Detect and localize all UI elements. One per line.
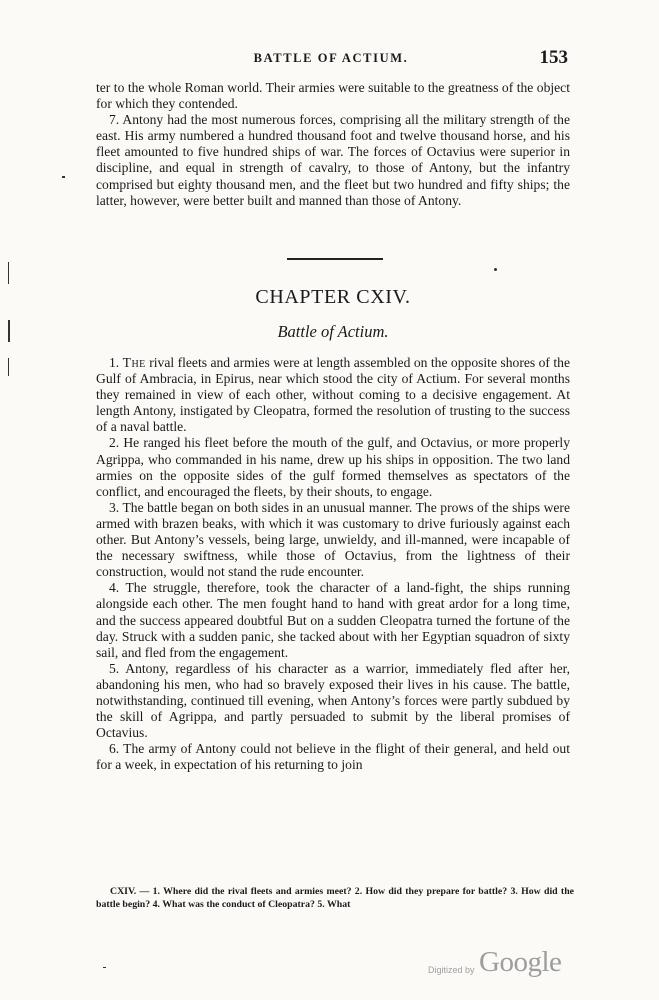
running-head <box>96 47 566 71</box>
google-logo: Google <box>479 946 562 978</box>
study-questions-footnote <box>96 886 574 911</box>
chapter-divider-rule <box>287 258 383 260</box>
paragraph-4: 4. The struggle, therefore, took the character of a land-fight, the ships running alongside each other. The men fought hand to hand with great ardor for a long time, and the success appeared doubtful But on a sudden Cleopatra turned the fortune of the day. Struck with a sudden panic, she tacked about with her Egyptian squadron of sixty sail, and fled from the engagement. <box>96 580 570 660</box>
margin-mark-5 <box>494 268 497 271</box>
digitized-watermark <box>428 948 568 984</box>
paragraph-3: 3. The battle began on both sides in an unusual manner. The prows of the ships were armed with brazen beaks, with which it was customary to drive furiously against each other. But Antony’s vessels, being large, unwieldy, and ill-manned, were incapable of the necessary swiftness, while those of Octavius, from the lightness of their construction, would not stand the rude encounter. <box>96 499 570 580</box>
page-number: 153 <box>539 47 568 68</box>
running-title: BATTLE OF ACTIUM. <box>253 51 409 65</box>
paragraph-6: 6. The army of Antony could not believe in the flight of their general, and held out for a week, in expectation of his returning to join <box>96 741 570 773</box>
drop-word: The <box>122 355 146 370</box>
paragraph-1: 1. The rival fleets and armies were at length assembled on the opposite shores of the Gulf of Ambracia, in Epirus, near which stood the city of Actium. For several months they remained in view of each other, without coming to a decisive engagement. At length Antony, instigated by Cleopatra, formed the resolution of trusting to the success of a naval battle. <box>96 355 570 435</box>
chapter-body <box>96 355 570 773</box>
margin-mark-6 <box>103 967 106 968</box>
paragraph-continued: ter to the whole Roman world. Their armies were suitable to the greatness of the object for which they contended. <box>96 80 570 112</box>
paragraph-1-text: rival fleets and armies were at length assembled on the opposite shores of the Gulf of Ambracia, in Epirus, near which stood the city of Actium. For several months they remained in view of each other, without coming to a decisive engagement. At length Antony, instigated by Cleopatra, formed the resolution of trusting to the success of a naval battle. <box>96 355 570 435</box>
chapter-title: CHAPTER CXIV. <box>255 286 411 308</box>
footnote-text: CXIV. — 1. Where did the rival fleets and armies meet? 2. How did they prepare for battle? 3. How did the battle begin? 4. What was the conduct of Cleopatra? 5. What <box>96 886 574 910</box>
previous-chapter-text <box>96 80 570 209</box>
margin-mark-4 <box>8 358 9 376</box>
margin-mark-2 <box>8 262 9 284</box>
paragraph-5: 5. Antony, regardless of his character as a warrior, immediately fled after her, abandoning his men, who had so bravely exposed their lives in his cause. The battle, notwithstanding, continued till evening, when Antony’s forces were partly subdued by the skill of Agrippa, and partly persuaded to submit by the liberal promises of Octavius. <box>96 660 570 741</box>
margin-mark-3 <box>8 320 10 342</box>
watermark-small-text: Digitized by <box>428 965 475 975</box>
paragraph-2: 2. He ranged his fleet before the mouth of the gulf, and Octavius, or more properly Agrippa, who commanded in his name, drew up his ships in opposition. The two land armies on the opposite sides of the gulf formed themselves as spectators of the conflict, and encouraged the fleets, by their shouts, to engage. <box>96 435 570 499</box>
chapter-subtitle: Battle of Actium. <box>277 322 389 341</box>
margin-mark-1 <box>62 176 65 178</box>
paragraph-7: 7. Antony had the most numerous forces, comprising all the military strength of the east. His army numbered a hundred thousand foot and twelve thousand horse, and his fleet amounted to five hundred ships of war. The forces of Octavius were superior in discipline, and equal in strength of cavalry, to those of Antony, but the infantry comprised but eighty thousand men, and the fleet but two hundred and fifty ships; the latter, however, were better built and manned than those of Antony. <box>96 112 570 208</box>
